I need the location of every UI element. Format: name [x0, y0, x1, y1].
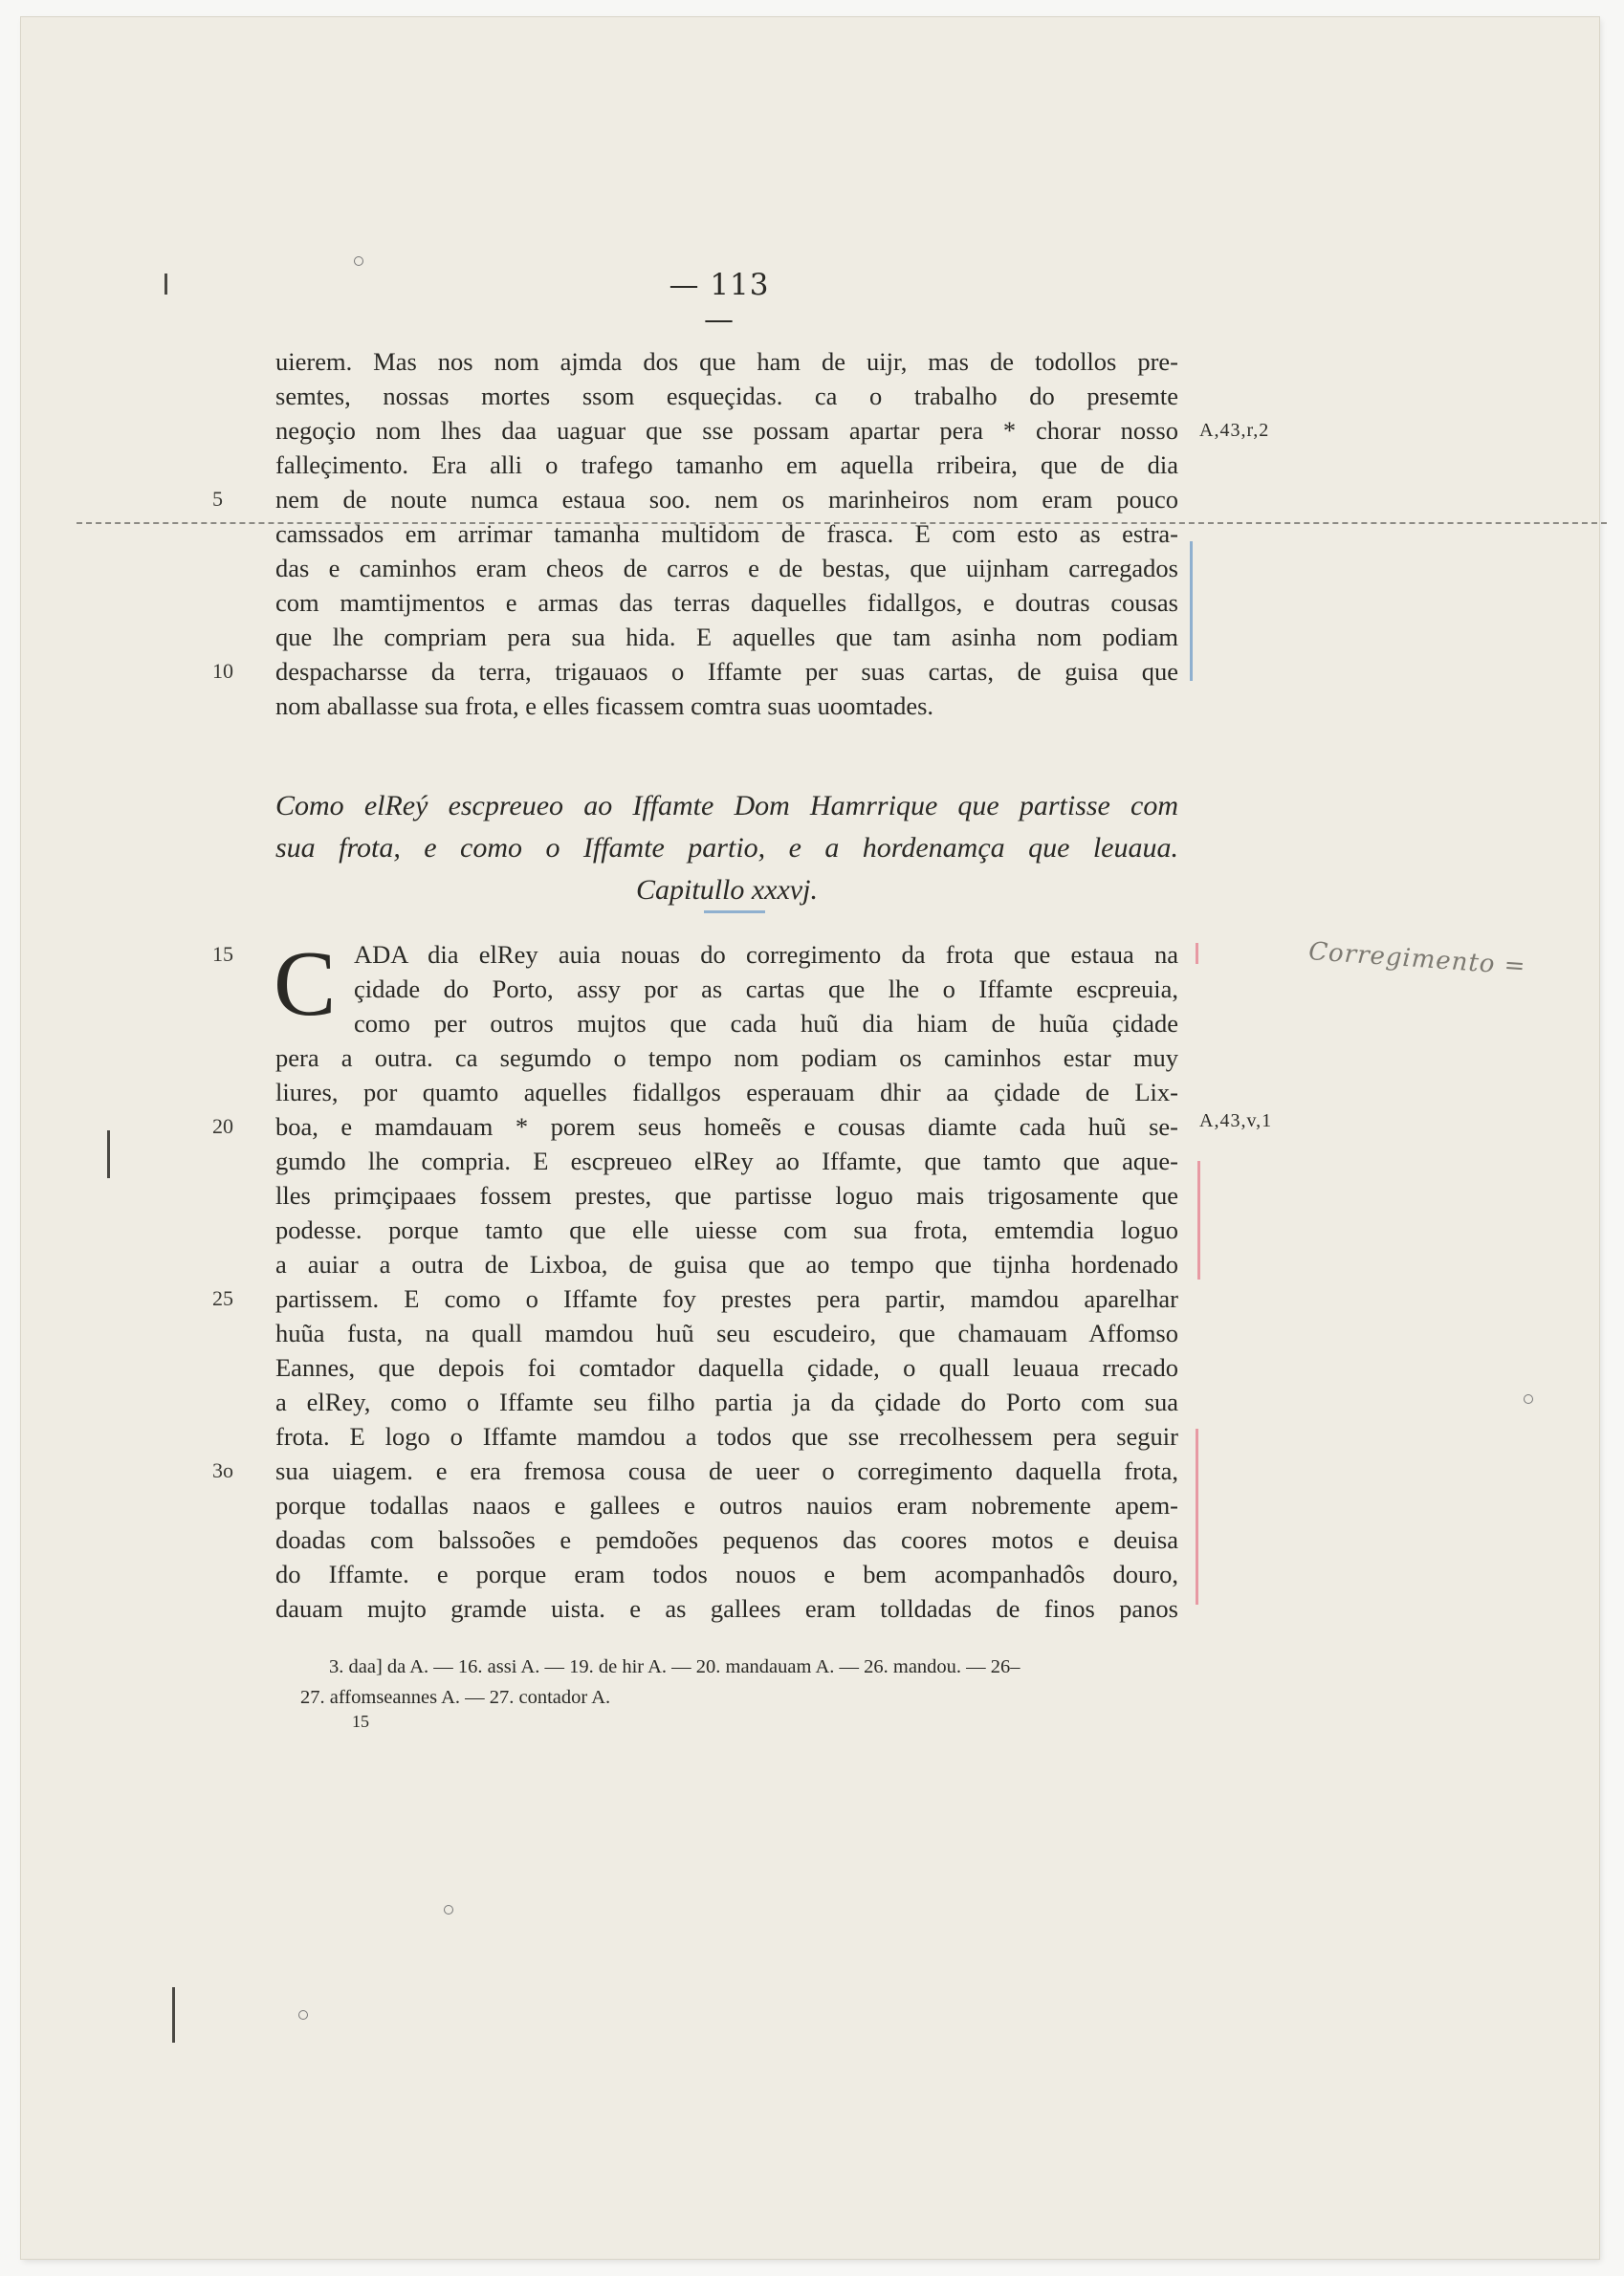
chapter-heading-line: Como elReý escpreueo ao Iffamte Dom Hamrrique que partisse com [275, 790, 1178, 821]
line-number: 3o [212, 1458, 233, 1482]
footnote-line: 27. affomseannes A. — 27. contador A. [300, 1687, 611, 1708]
speck [354, 256, 363, 266]
text-line: Eannes, que depois foi comtador daquella çidade, o quall leuaua rrecado [275, 1353, 1178, 1382]
text-line: ADA dia elRey auia nouas do corregimento da frota que estaua na [354, 940, 1178, 969]
chapter-heading-line: sua frota, e como o Iffamte partio, e a hordenamça que leuaua. [275, 832, 1178, 864]
text-line: a auiar a outra de Lixboa, de guisa que ao tempo que tijnha hordenado [275, 1250, 1178, 1279]
pencil-mark [165, 274, 167, 295]
text-line: nem de noute numca estaua soo. nem os marinheiros nom eram pouco [275, 485, 1178, 514]
text-line: com mamtijmentos e armas das terras daquelles fidallgos, e doutras cousas [275, 588, 1178, 617]
text-line: nom aballasse sua frota, e elles ficassem comtra suas uoomtades. [275, 691, 934, 720]
handwritten-note: Corregimento = [1307, 937, 1527, 981]
text-line: çidade do Porto, assy por as cartas que lhe o Iffamte escpreuia, [354, 974, 1178, 1003]
speck [444, 1905, 453, 1915]
text-line: liures, por quamto aquelles fidallgos esperauam dhir aa çidade de Lix- [275, 1078, 1178, 1106]
pink-marker-line [1196, 1429, 1198, 1605]
text-line: do Iffamte. e porque eram todos nouos e bem acompanhadôs douro, [275, 1560, 1178, 1588]
margin-reference: A,43,r,2 [1199, 420, 1270, 441]
speck [1524, 1394, 1533, 1404]
text-line: uierem. Mas nos nom ajmda dos que ham de uijr, mas de todollos pre- [275, 347, 1178, 376]
text-line: sua uiagem. e era fremosa cousa de ueer o corregimento daquella frota, [275, 1456, 1178, 1485]
text-line: boa, e mamdauam * porem seus homeẽs e cousas diamte cada huũ se- [275, 1112, 1178, 1141]
text-line: doadas com balssoões e pemdoões pequenos das coores motos e deuisa [275, 1525, 1178, 1554]
text-line: huũa fusta, na quall mamdou huũ seu escudeiro, que chamauam Affomso [275, 1319, 1178, 1347]
dashed-fold-line [77, 522, 1607, 524]
pink-marker-line [1197, 1161, 1200, 1280]
page-number: — 113 — [669, 268, 770, 337]
line-number: 5 [212, 487, 223, 511]
line-number: 10 [212, 659, 233, 683]
text-line: falleçimento. Era alli o trafego tamanho em aquella rribeira, que de dia [275, 450, 1178, 479]
text-line: frota. E logo o Iffamte mamdou a todos que sse rrecolhessem pera seguir [275, 1422, 1178, 1451]
text-line: camssados em arrimar tamanha multidom de frasca. E com esto as estra- [275, 519, 1178, 548]
blue-underline [704, 910, 765, 913]
signature-mark: 15 [352, 1712, 369, 1731]
text-line: despacharsse da terra, trigauaos o Iffamte per suas cartas, de guisa que [275, 657, 1178, 686]
text-line: partissem. E como o Iffamte foy prestes pera partir, mamdou aparelhar [275, 1284, 1178, 1313]
line-number: 25 [212, 1286, 233, 1310]
speck [298, 2010, 308, 2020]
text-line: que lhe compriam pera sua hida. E aquelles que tam asinha nom podiam [275, 623, 1178, 651]
line-number: 15 [212, 942, 233, 966]
text-line: dauam mujto gramde uista. e as gallees eram tolldadas de finos panos [275, 1594, 1178, 1623]
scanned-page [21, 17, 1599, 2259]
text-line: gumdo lhe compria. E escpreueo elRey ao Iffamte, que tamto que aque- [275, 1147, 1178, 1175]
footnote-line: 3. daa] da A. — 16. assi A. — 19. de hir A. — 20. mandauam A. — 26. mandou. — 26– [329, 1656, 1020, 1677]
text-line: lles primçipaaes fossem prestes, que partisse loguo mais trigosamente que [275, 1181, 1178, 1210]
text-line: das e caminhos eram cheos de carros e de bestas, que uijnham carregados [275, 554, 1178, 582]
text-line: a elRey, como o Iffamte seu filho partia ja da çidade do Porto com sua [275, 1388, 1178, 1416]
pencil-mark [172, 1987, 175, 2043]
margin-reference: A,43,v,1 [1199, 1110, 1273, 1131]
pink-marker-line [1196, 943, 1198, 964]
text-line: negoçio nom lhes daa uaguar que sse possam apartar pera * chorar nosso [275, 416, 1178, 445]
line-number: 20 [212, 1114, 233, 1138]
text-line: pera a outra. ca segumdo o tempo nom podiam os caminhos estar muy [275, 1043, 1178, 1072]
pencil-mark [107, 1130, 110, 1178]
text-line: podesse. porque tamto que elle uiesse com sua frota, emtemdia loguo [275, 1215, 1178, 1244]
chapter-heading-title: Capitullo xxxvj. [636, 874, 818, 906]
text-line: semtes, nossas mortes ssom esqueçidas. ca o trabalho do presemte [275, 382, 1178, 410]
text-line: como per outros mujtos que cada huũ dia hiam de huũa çidade [354, 1009, 1178, 1038]
text-line: porque todallas naaos e gallees e outros nauios eram nobremente apem- [275, 1491, 1178, 1520]
drop-cap: C [274, 932, 337, 1036]
blue-marker-line [1190, 541, 1193, 681]
